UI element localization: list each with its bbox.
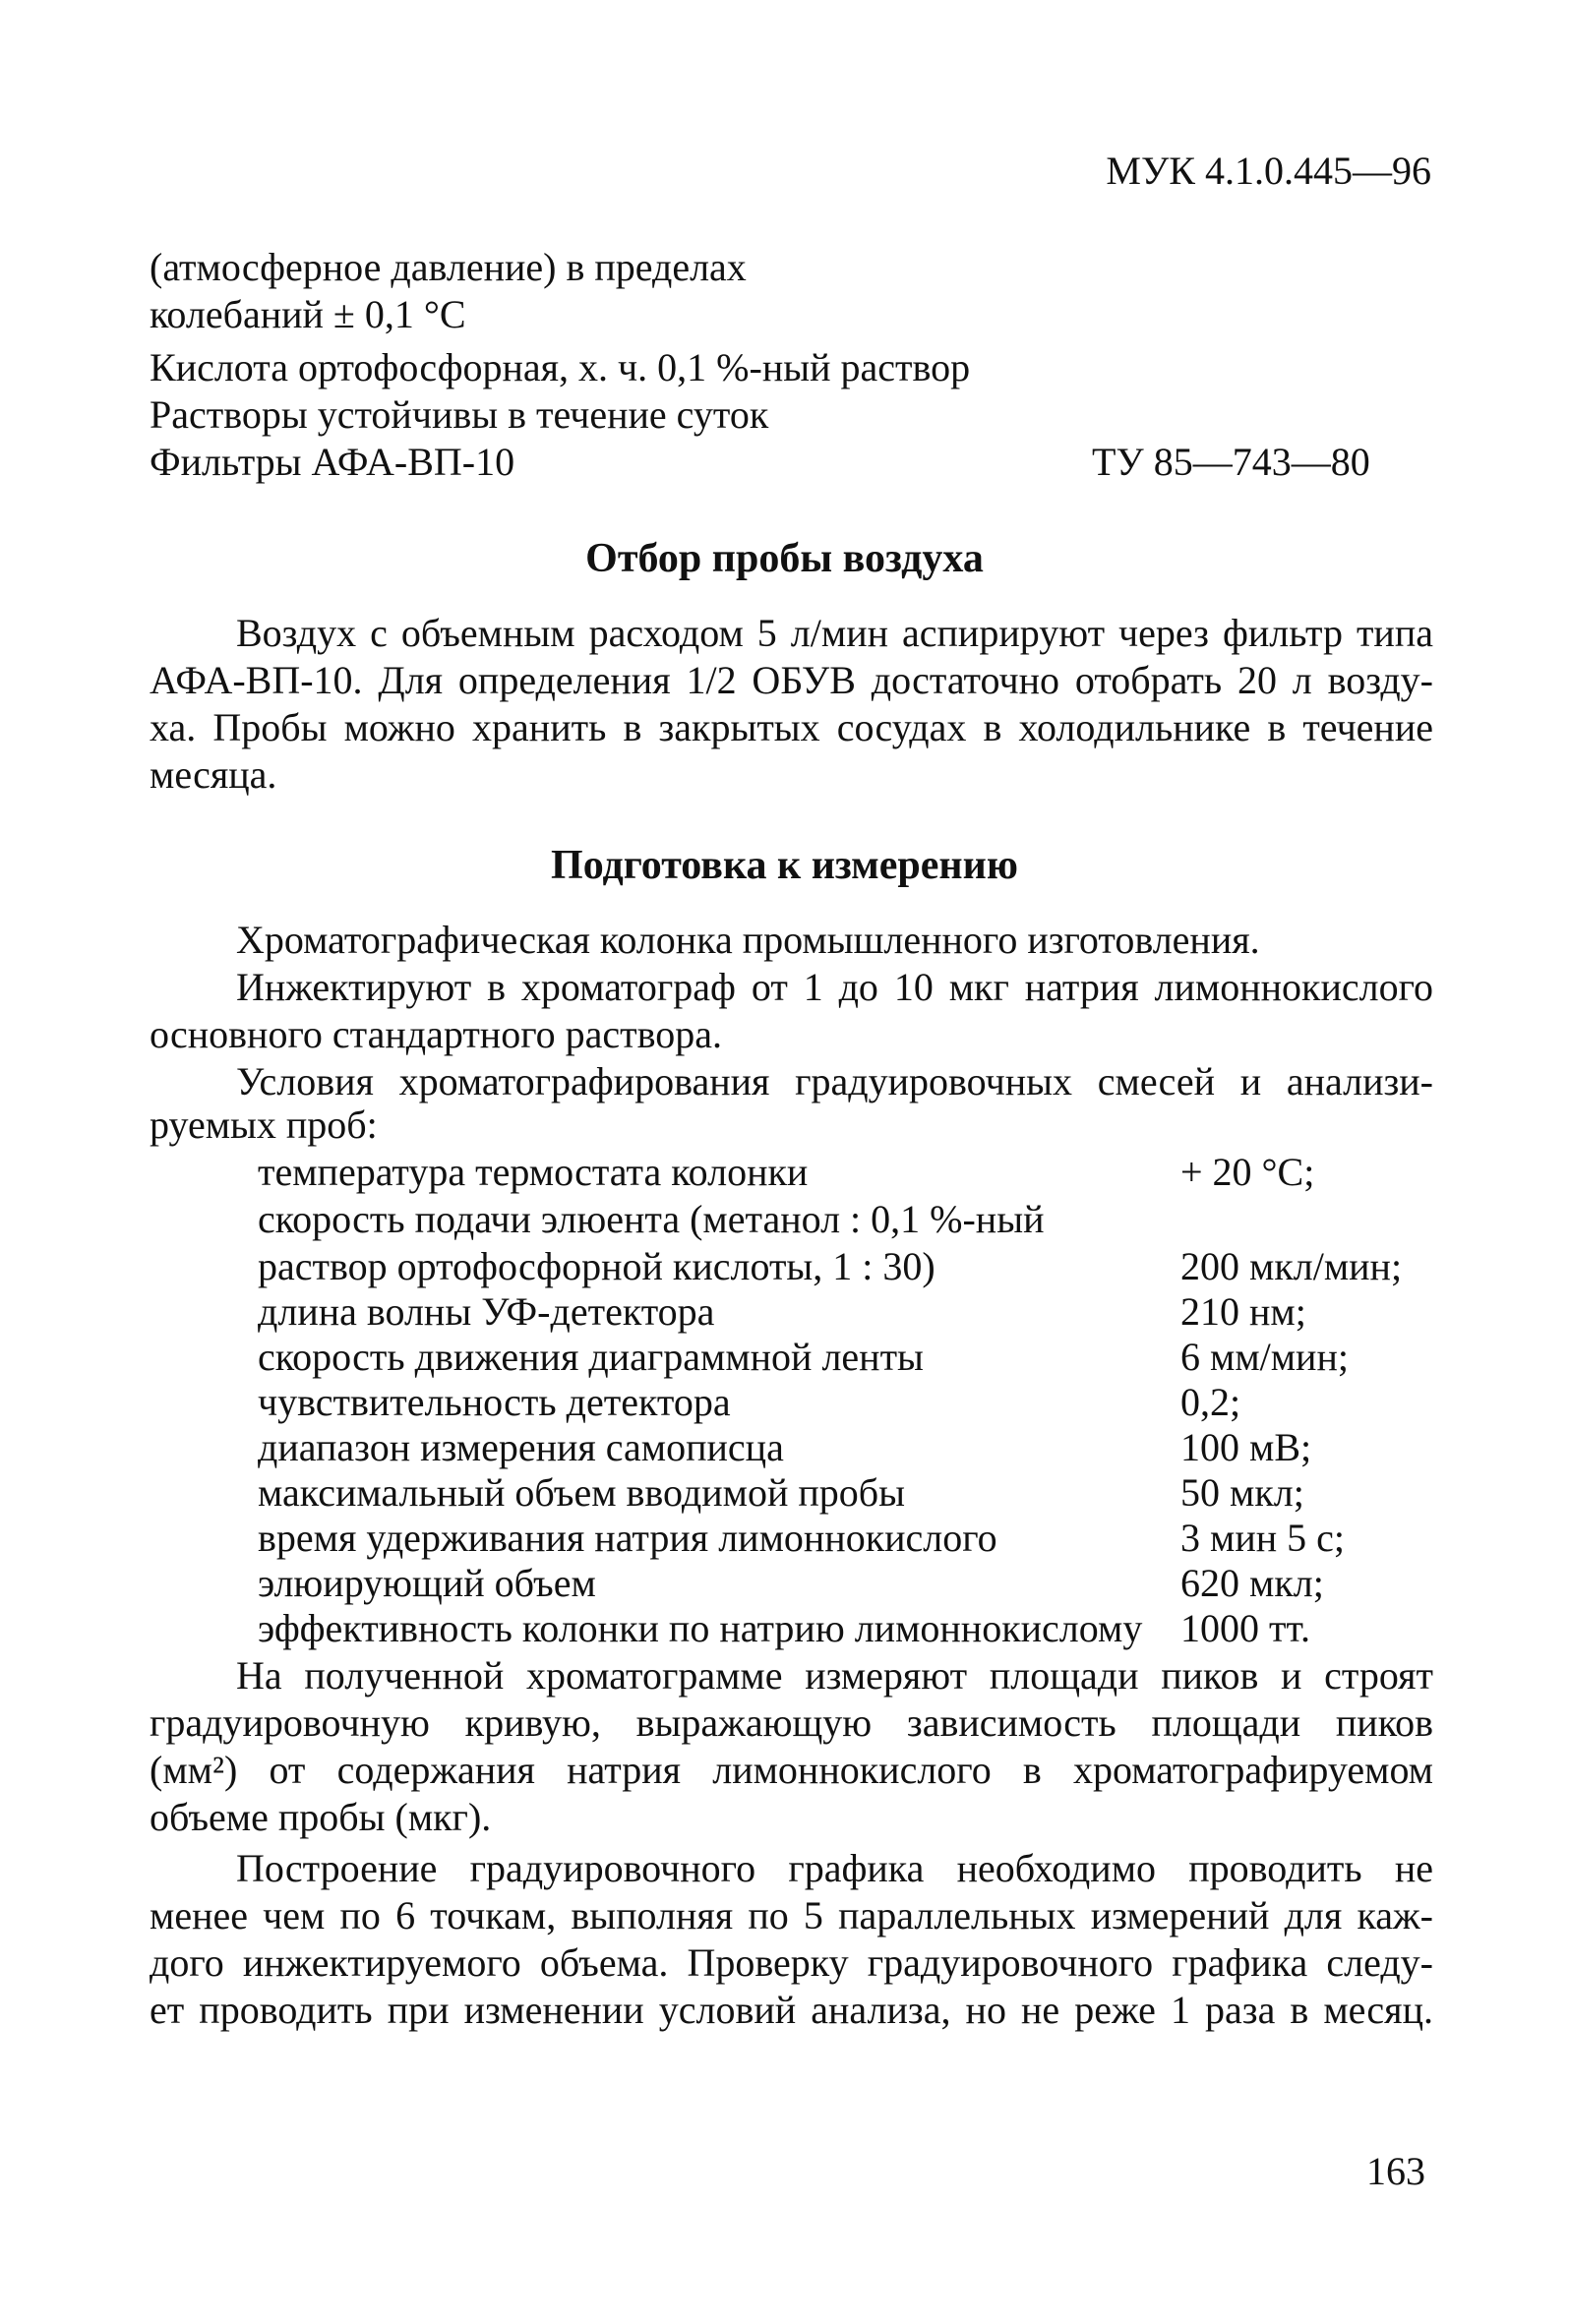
condition-value: 620 мкл; (1180, 1561, 1324, 1605)
condition-value: 50 мкл; (1180, 1470, 1304, 1515)
condition-label: температура термостата колонки (258, 1150, 809, 1194)
condition-label: скорость подачи элюента (метанол : 0,1 %-ный (258, 1197, 1045, 1241)
condition-label: чувствительность детектора (258, 1380, 731, 1424)
condition-value: 210 нм; (1180, 1289, 1306, 1334)
condition-value: 0,2; (1180, 1380, 1241, 1424)
condition-label: раствор ортофосфорной кислоты, 1 : 30) (258, 1244, 935, 1288)
condition-value: 1000 тт. (1180, 1606, 1310, 1650)
filter-spec: ТУ 85—743—80 (1092, 440, 1370, 484)
condition-value: + 20 °С; (1180, 1150, 1315, 1194)
condition-value: 3 мин 5 с; (1180, 1516, 1345, 1560)
condition-label: эффективность колонки по натрию лимоннокислому (258, 1606, 1143, 1650)
page-number: 163 (1366, 2149, 1425, 2193)
filter-name: Фильтры АФА-ВП-10 (150, 440, 515, 484)
document-code: МУК 4.1.0.445—96 (1106, 149, 1431, 193)
condition-value: 100 мВ; (1180, 1425, 1312, 1469)
condition-label: время удерживания натрия лимоннокислого (258, 1516, 997, 1560)
document-page: МУК 4.1.0.445—96 (атмосферное давление) в пределах колебаний ± 0,1 °С Кислота ортофосфорная, х. ч. 0,1 %-ный раствор Растворы устойчивы в течение суток Фильтры АФА-ВП-10 ТУ 85—743—80 Отбор пробы воздуха Воздух с объемным расходом 5 л/мин аспирируют через фильтр типа АФА-ВП-10. Для определения 1/2 ОБУВ достаточно отобрать 20 л возду- ха. Пробы можно хранить в закрытых сосудах в холодильнике в течение месяца. Подготовка к измерению Хроматографическая колонка промышленного изготовления. Инжектируют в хроматограф от 1 до 10 мкг натрия лимоннокислого основного стандартного раствора. Условия хроматографирования градуировочных смесей и анализи- руемых проб: температура термостата колонки + 20 °С; скорость подачи элюента (метанол : 0,1 %-ный раствор ортофосфорной кислоты, 1 : 30) 200 мкл/мин; длина волны УФ-детектора 210 нм; скорость движения диаграммной ленты 6 мм/мин; чувствительность детектора 0,2; диапазон измерения самописца 100 мВ; максимальный объем вводимой пробы 50 мкл; время удерживания натрия лимоннокислого 3 мин 5 с; элюирующий объем 620 мкл; эффективность колонки по натрию лимоннокислому 1000 тт. На полученной хроматограмме измеряют площади пиков и строят градуировочную кривую, выражающую зависимость площади пиков (мм²) от содержания натрия лимоннокислого в хроматографируемом объеме пробы (мкг). Построение градуировочного графика необходимо проводить не менее чем по 6 точкам, выполняя по 5 параллельных измерений для каж- дого инжектируемого объема. Проверку градуировочного графика следу- ет проводить при изменении условий анализа, но не реже 1 раза в месяц. 163 (0, 0, 1569, 2324)
section-title-air-sampling: Отбор пробы воздуха (585, 536, 984, 581)
condition-label: элюирующий объем (258, 1561, 596, 1605)
condition-label: максимальный объем вводимой пробы (258, 1470, 905, 1515)
condition-value: 200 мкл/мин; (1180, 1244, 1403, 1288)
condition-value: 6 мм/мин; (1180, 1335, 1349, 1379)
condition-label: скорость движения диаграммной ленты (258, 1335, 924, 1379)
condition-label: диапазон измерения самописца (258, 1425, 784, 1469)
condition-label: длина волны УФ-детектора (258, 1289, 715, 1334)
section-title-measurement-prep: Подготовка к измерению (551, 843, 1018, 888)
